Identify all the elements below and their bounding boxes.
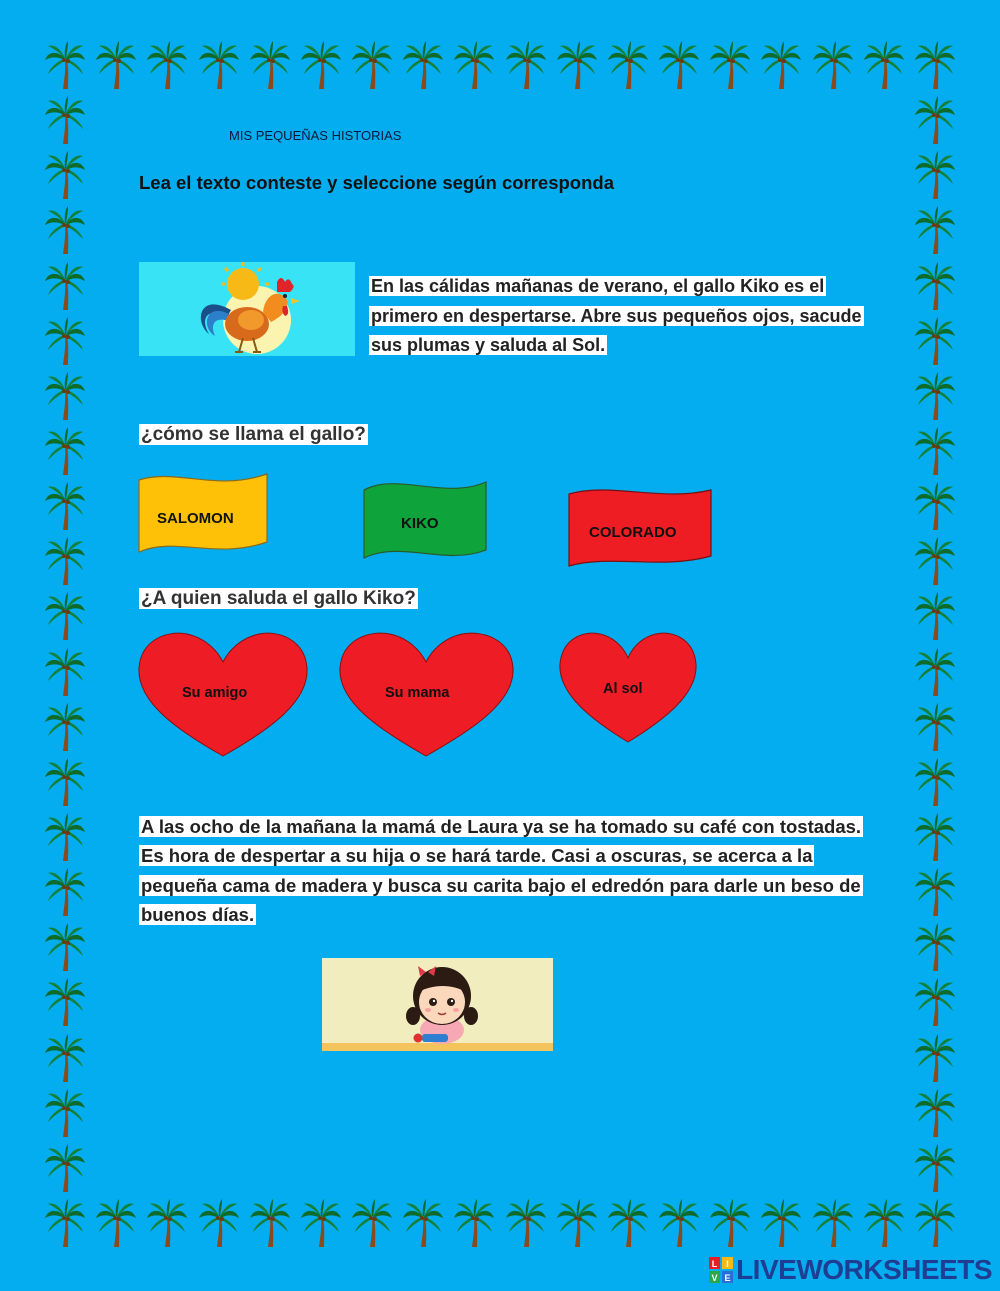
- svg-text:I: I: [726, 1259, 729, 1269]
- palm-tree-icon: [44, 316, 86, 366]
- flag-label-kiko: KIKO: [401, 515, 439, 532]
- palm-tree-icon: [914, 1198, 956, 1248]
- palm-tree-icon: [863, 1198, 905, 1248]
- question-rooster-name: [139, 424, 368, 446]
- palm-tree-icon: [44, 591, 86, 641]
- palm-tree-icon: [300, 40, 342, 90]
- palm-tree-icon: [914, 1143, 956, 1193]
- palm-tree-icon: [914, 426, 956, 476]
- question-1-text: ¿cómo se llama el gallo?: [141, 424, 366, 445]
- palm-tree-icon: [812, 40, 854, 90]
- palm-tree-icon: [914, 702, 956, 752]
- palm-tree-icon: [914, 261, 956, 311]
- palm-tree-icon: [146, 40, 188, 90]
- palm-tree-icon: [44, 481, 86, 531]
- rooster-illustration: [139, 262, 355, 356]
- rooster-story-text: En las cálidas mañanas de verano, el gallo Kiko es el primero en despertarse. Abre sus pequeños ojos, sacude sus plumas y saluda al Sol.: [371, 276, 862, 355]
- live-badge-icon: [709, 1257, 733, 1283]
- palm-tree-icon: [44, 922, 86, 972]
- rooster-story-paragraph: [369, 272, 869, 361]
- palm-tree-icon: [44, 812, 86, 862]
- palm-tree-icon: [914, 812, 956, 862]
- worksheet-subtitle: MIS PEQUEÑAS HISTORIAS: [229, 128, 402, 143]
- palm-tree-icon: [44, 536, 86, 586]
- palm-tree-icon: [44, 150, 86, 200]
- palm-tree-icon: [607, 1198, 649, 1248]
- flag-label-salomon: SALOMON: [157, 510, 234, 527]
- palm-tree-icon: [198, 40, 240, 90]
- palm-tree-icon: [914, 205, 956, 255]
- palm-tree-icon: [505, 40, 547, 90]
- palm-tree-icon: [146, 1198, 188, 1248]
- palm-tree-icon: [505, 1198, 547, 1248]
- girl-illustration: [322, 958, 553, 1051]
- palm-tree-icon: [44, 867, 86, 917]
- girl-icon: [322, 958, 553, 1051]
- palm-tree-icon: [709, 40, 751, 90]
- liveworksheets-logo[interactable]: [709, 1254, 992, 1286]
- palm-tree-icon: [760, 1198, 802, 1248]
- palm-tree-icon: [402, 1198, 444, 1248]
- palm-tree-icon: [914, 1033, 956, 1083]
- palm-tree-icon: [402, 40, 444, 90]
- palm-tree-icon: [453, 40, 495, 90]
- palm-tree-icon: [44, 40, 86, 90]
- palm-tree-icon: [351, 40, 393, 90]
- palm-tree-icon: [453, 1198, 495, 1248]
- palm-tree-icon: [44, 977, 86, 1027]
- palm-tree-icon: [44, 647, 86, 697]
- flag-label-colorado: COLORADO: [589, 524, 677, 541]
- laura-story-paragraph: [139, 812, 874, 929]
- palm-tree-icon: [249, 40, 291, 90]
- palm-tree-icon: [914, 536, 956, 586]
- palm-tree-icon: [914, 481, 956, 531]
- palm-tree-icon: [44, 1198, 86, 1248]
- svg-text:E: E: [724, 1273, 731, 1283]
- palm-tree-icon: [914, 316, 956, 366]
- instruction-heading: Lea el texto conteste y seleccione según corresponda: [139, 172, 615, 193]
- heart-label-al-sol: Al sol: [603, 681, 643, 697]
- palm-tree-icon: [607, 40, 649, 90]
- palm-tree-icon: [760, 40, 802, 90]
- question-2-text: ¿A quien saluda el gallo Kiko?: [141, 588, 416, 609]
- palm-tree-icon: [198, 1198, 240, 1248]
- palm-tree-icon: [44, 261, 86, 311]
- palm-tree-icon: [44, 1143, 86, 1193]
- palm-tree-icon: [95, 40, 137, 90]
- svg-text:L: L: [711, 1259, 718, 1269]
- palm-tree-icon: [658, 1198, 700, 1248]
- palm-tree-icon: [914, 922, 956, 972]
- palm-tree-icon: [812, 1198, 854, 1248]
- svg-text:V: V: [711, 1273, 718, 1283]
- palm-tree-icon: [914, 977, 956, 1027]
- palm-tree-icon: [914, 591, 956, 641]
- palm-tree-icon: [556, 1198, 598, 1248]
- palm-tree-icon: [95, 1198, 137, 1248]
- palm-tree-icon: [914, 95, 956, 145]
- heart-label-su-mama: Su mama: [385, 685, 450, 701]
- palm-tree-icon: [914, 757, 956, 807]
- palm-tree-icon: [44, 426, 86, 476]
- palm-tree-icon: [914, 371, 956, 421]
- brand-name: LIVEWORKSHEETS: [736, 1254, 992, 1285]
- palm-tree-icon: [914, 1088, 956, 1138]
- palm-tree-icon: [44, 1088, 86, 1138]
- heart-label-su-amigo: Su amigo: [182, 685, 248, 701]
- question-who-greets: [139, 588, 418, 610]
- palm-tree-icon: [249, 1198, 291, 1248]
- laura-story-text: A las ocho de la mañana la mamá de Laura ya se ha tomado su café con tostadas. Es hora de despertar a su hija o se hará tarde. Casi a oscuras, se acerca a la pequeña cama de madera y busca su carita bajo el edredón para darle un beso de buenos días.: [141, 816, 862, 925]
- rooster-icon: [139, 262, 355, 356]
- palm-tree-icon: [44, 1033, 86, 1083]
- palm-tree-icon: [44, 702, 86, 752]
- palm-tree-icon: [556, 40, 598, 90]
- palm-tree-icon: [914, 40, 956, 90]
- palm-tree-icon: [914, 867, 956, 917]
- palm-tree-icon: [44, 205, 86, 255]
- palm-tree-icon: [351, 1198, 393, 1248]
- palm-tree-icon: [658, 40, 700, 90]
- palm-tree-icon: [44, 757, 86, 807]
- palm-tree-icon: [914, 150, 956, 200]
- palm-tree-icon: [863, 40, 905, 90]
- palm-tree-icon: [709, 1198, 751, 1248]
- palm-tree-icon: [300, 1198, 342, 1248]
- palm-tree-icon: [44, 371, 86, 421]
- palm-tree-icon: [44, 95, 86, 145]
- palm-tree-icon: [914, 647, 956, 697]
